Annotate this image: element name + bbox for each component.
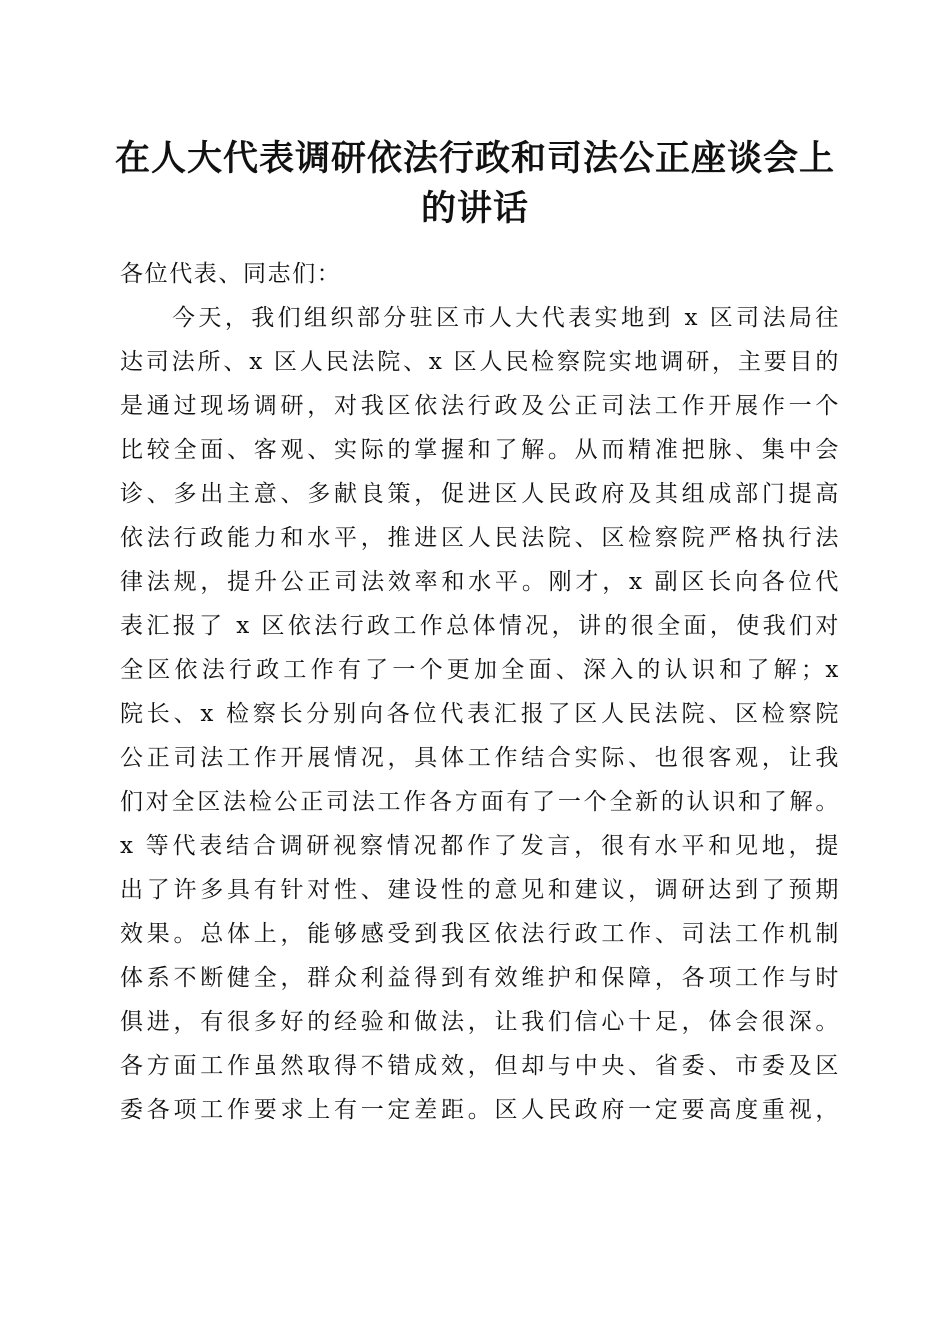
paragraph-line: 依法行政能力和水平，推进区人民法院、区检察院严格执行法 (120, 525, 840, 551)
paragraph-line: 们对全区法检公正司法工作各方面有了一个全新的认识和了解。 (120, 789, 840, 815)
paragraph-line: 院长、x 检察长分别向各位代表汇报了区人民法院、区检察院 (120, 701, 840, 727)
paragraph-line: 各方面工作虽然取得不错成效，但却与中央、省委、市委及区 (120, 1053, 840, 1079)
paragraph-line: 俱进，有很多好的经验和做法，让我们信心十足，体会很深。 (120, 1009, 840, 1035)
paragraph-line: 比较全面、客观、实际的掌握和了解。从而精准把脉、集中会 (120, 437, 840, 463)
paragraph-line: 律法规，提升公正司法效率和水平。刚才，x 副区长向各位代 (120, 569, 840, 595)
paragraph-line: 全区依法行政工作有了一个更加全面、深入的认识和了解；x (120, 657, 840, 683)
paragraph-line: 委各项工作要求上有一定差距。区人民政府一定要高度重视， (120, 1097, 840, 1123)
paragraph-line: 公正司法工作开展情况，具体工作结合实际、也很客观，让我 (120, 745, 840, 771)
paragraph-line: x 等代表结合调研视察情况都作了发言，很有水平和见地，提 (120, 833, 840, 859)
paragraph-line: 效果。总体上，能够感受到我区依法行政工作、司法工作机制 (120, 921, 840, 947)
paragraph-line: 今天，我们组织部分驻区市人大代表实地到 x 区司法局往 (172, 305, 840, 331)
paragraph-line: 达司法所、x 区人民法院、x 区人民检察院实地调研，主要目的 (120, 349, 840, 375)
speech-body (120, 252, 840, 1132)
paragraph-line: 出了许多具有针对性、建设性的意见和建议，调研达到了预期 (120, 877, 840, 903)
paragraph-line: 体系不断健全，群众利益得到有效维护和保障，各项工作与时 (120, 965, 840, 991)
paragraph-line: 诊、多出主意、多献良策，促进区人民政府及其组成部门提高 (120, 481, 840, 507)
title-line-2: 的讲话 (420, 188, 529, 229)
paragraph-line: 是通过现场调研，对我区依法行政及公正司法工作开展作一个 (120, 393, 840, 419)
document-title (60, 134, 890, 234)
paragraph-line: 表汇报了 x 区依法行政工作总体情况，讲的很全面，使我们对 (120, 613, 840, 639)
salutation: 各位代表、同志们： (120, 261, 342, 287)
title-line-1: 在人大代表调研依法行政和司法公正座谈会上 (114, 138, 835, 179)
